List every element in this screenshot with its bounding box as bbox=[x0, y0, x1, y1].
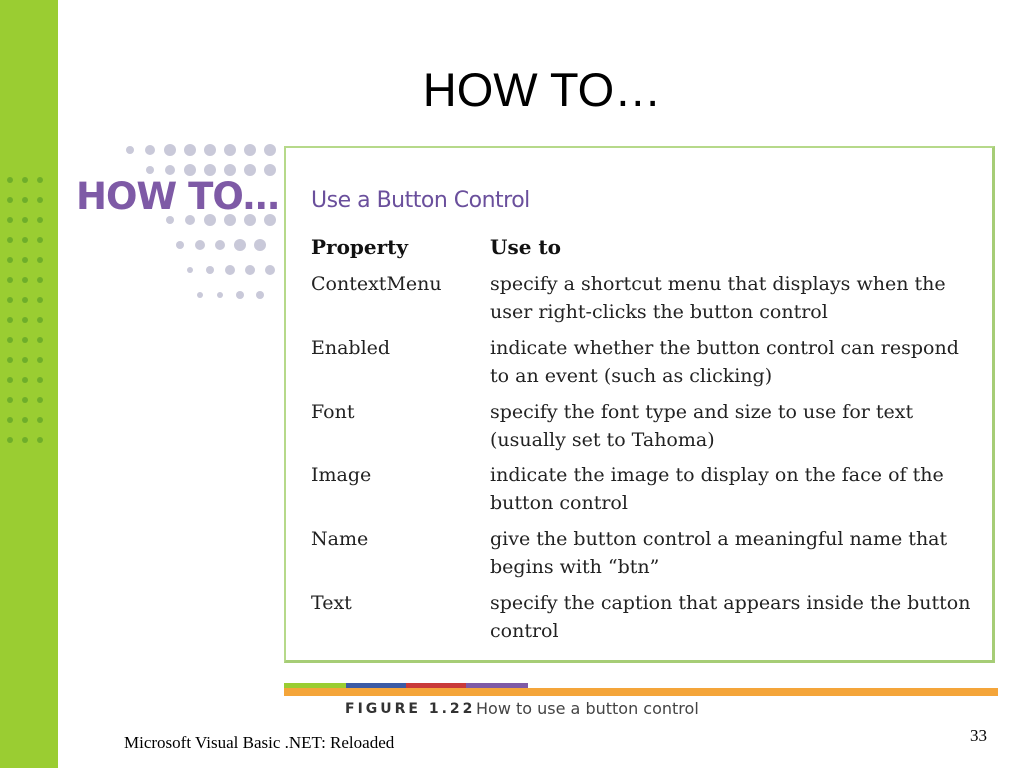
column-header-use-to: Use to bbox=[490, 235, 561, 259]
property-description: specify a shortcut menu that displays when the user right-clicks the button control bbox=[490, 273, 946, 323]
property-description: specify the caption that appears inside the button control bbox=[490, 592, 971, 642]
property-name: Image bbox=[311, 464, 372, 486]
property-name: ContextMenu bbox=[311, 273, 442, 295]
property-name: Name bbox=[311, 528, 369, 550]
property-name: Font bbox=[311, 401, 355, 423]
property-name: Enabled bbox=[311, 337, 391, 359]
property-description: give the button control a meaningful name that begins with “btn” bbox=[490, 528, 948, 578]
slide-title: HOW TO… bbox=[422, 63, 662, 116]
property-description: indicate the image to display on the face of the button control bbox=[490, 464, 944, 514]
figure-panel bbox=[284, 146, 995, 663]
column-header-property: Property bbox=[311, 235, 409, 259]
figure-caption: How to use a button control bbox=[476, 699, 699, 718]
figure-number: FIGURE 1.22 bbox=[345, 701, 476, 717]
figure-heading: Use a Button Control bbox=[311, 188, 530, 213]
property-description: specify the font type and size to use for text (usually set to Tahoma) bbox=[490, 401, 914, 451]
slide-footer: Microsoft Visual Basic .NET: Reloaded bbox=[124, 733, 395, 752]
property-name: Text bbox=[311, 592, 352, 614]
property-description: indicate whether the button control can respond to an event (such as clicking) bbox=[490, 337, 959, 387]
caption-bar bbox=[284, 688, 998, 696]
howto-label: HOW TO… bbox=[76, 175, 279, 218]
page-number: 33 bbox=[970, 726, 987, 745]
